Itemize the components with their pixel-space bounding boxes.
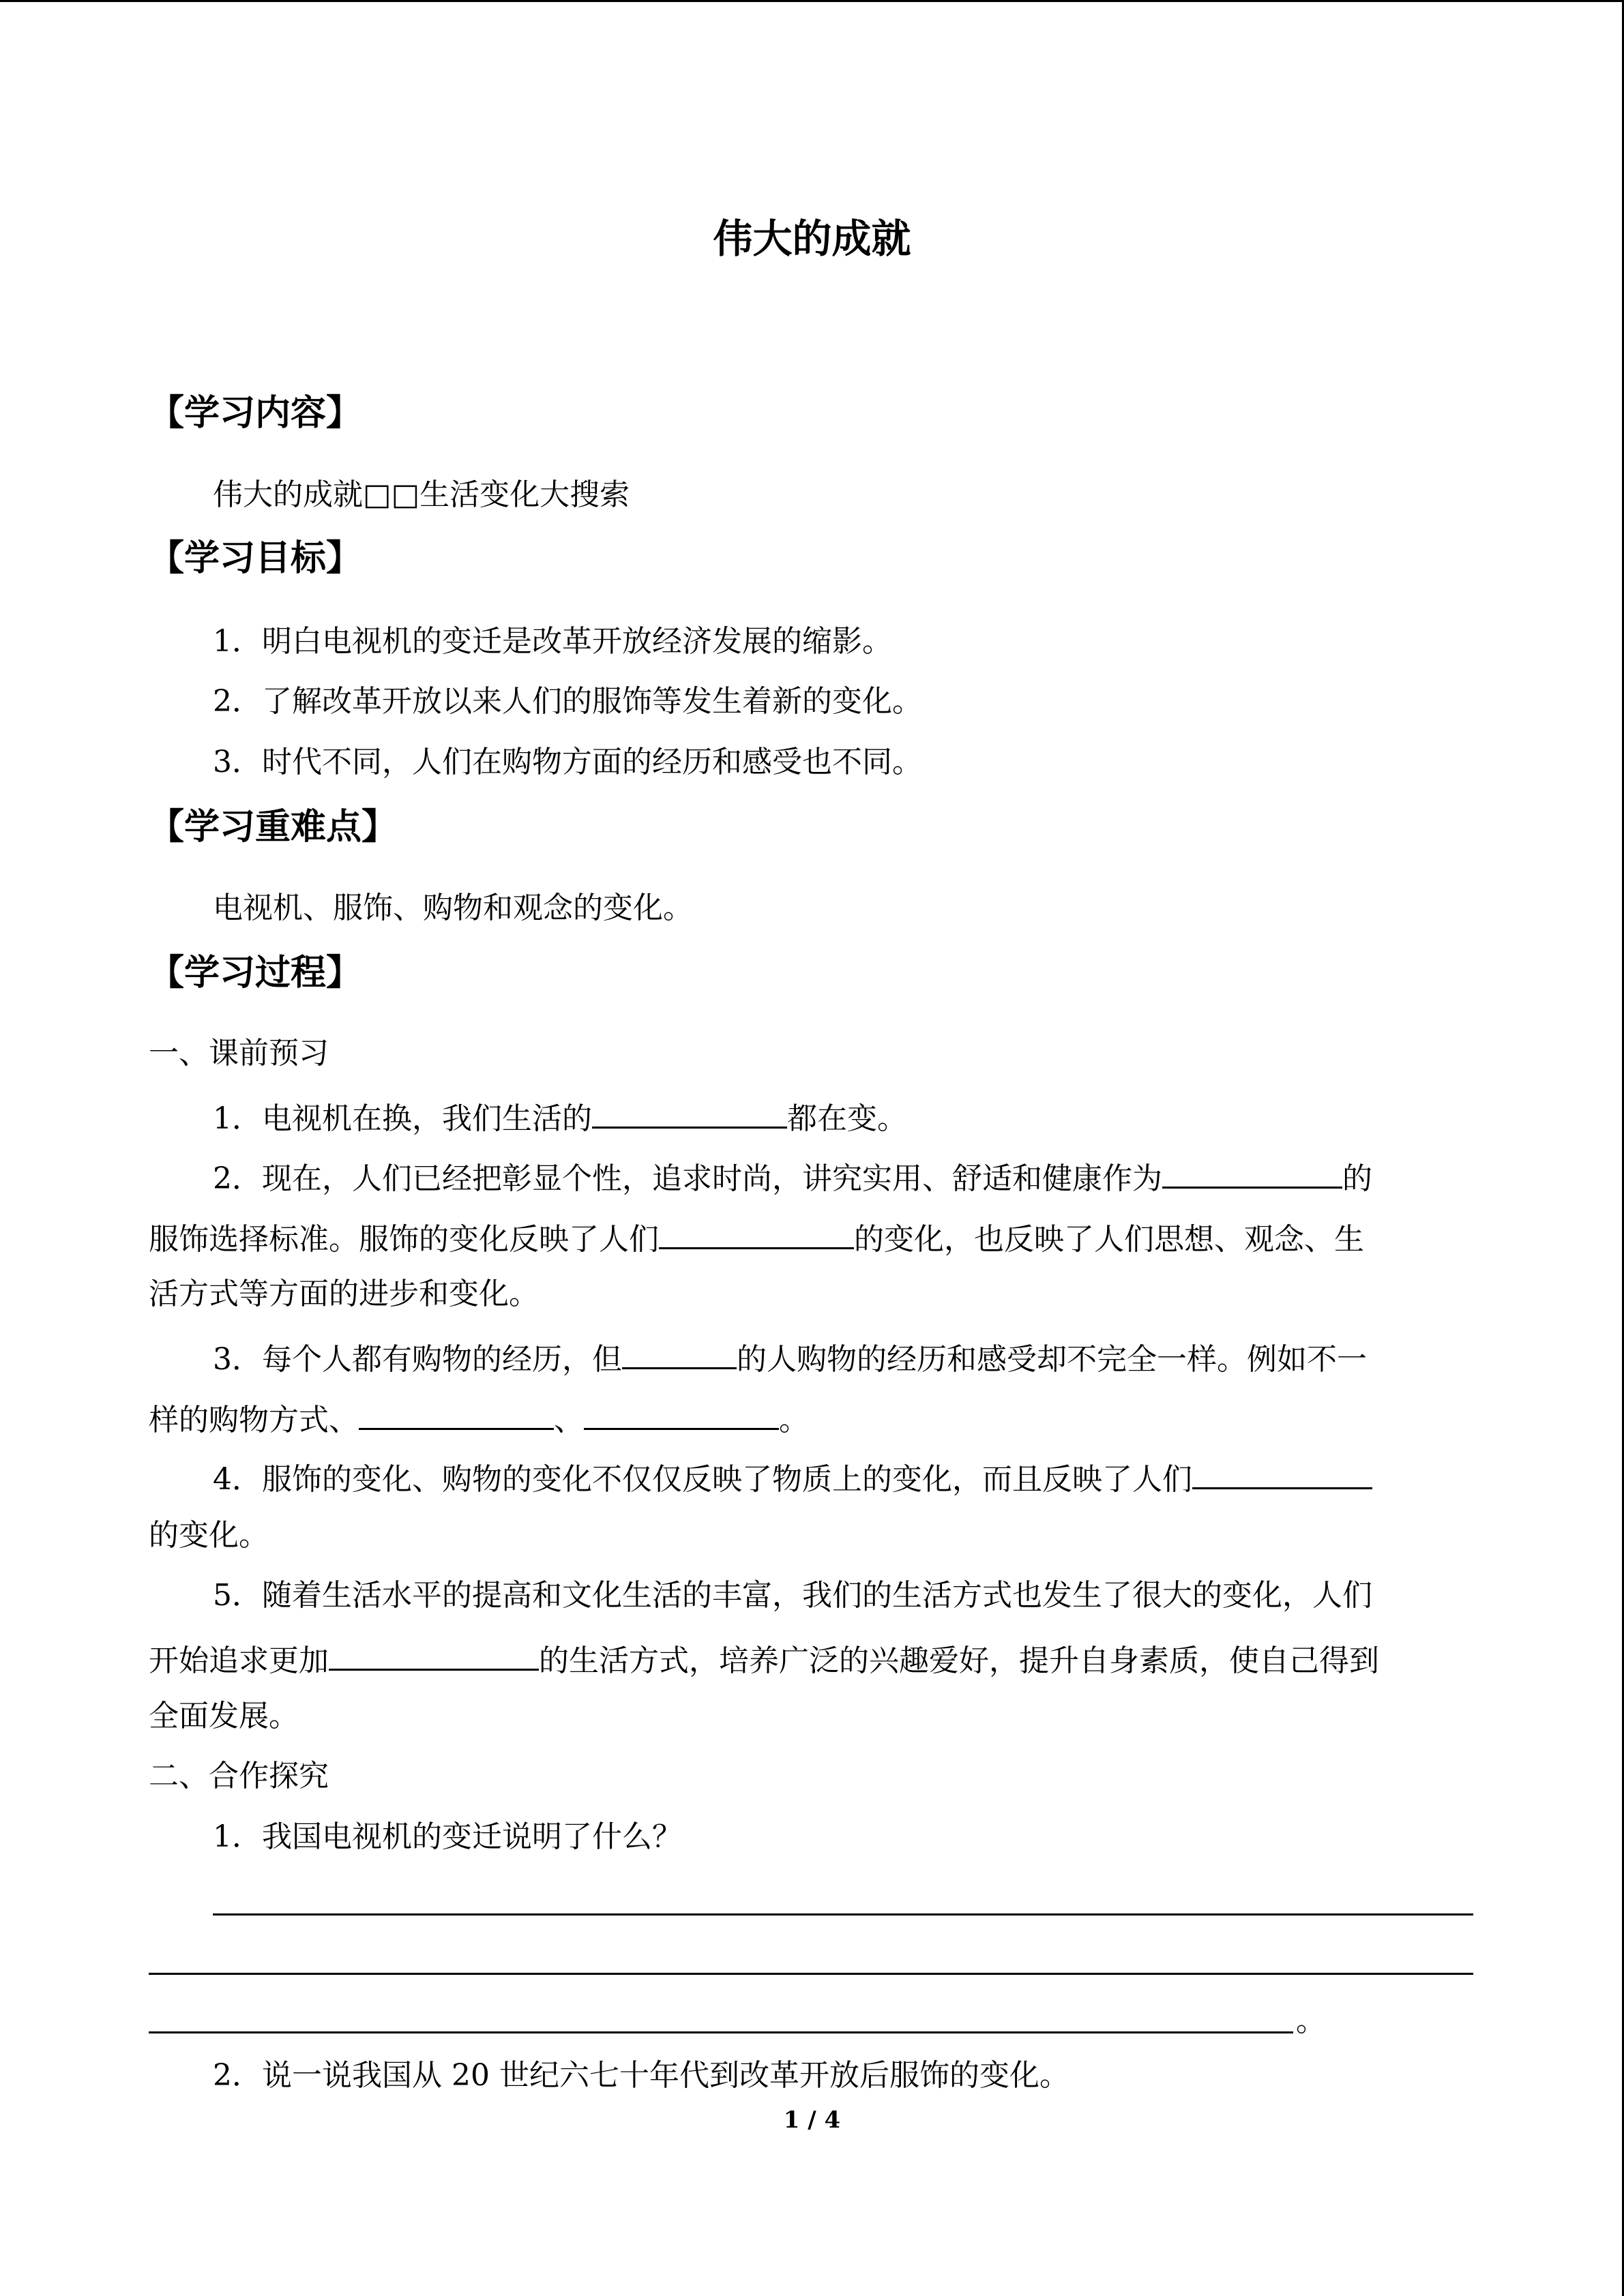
learning-content-text: 伟大的成就□□生活变化大搜索 xyxy=(213,477,630,512)
page-title: 伟大的成就 xyxy=(713,215,911,262)
q4-answer-blank[interactable] xyxy=(1192,1455,1372,1489)
key-points-text: 电视机、服饰、购物和观念的变化。 xyxy=(213,891,693,925)
goal-item-3: 3．时代不同，人们在购物方面的经历和感受也不同。 xyxy=(213,745,922,779)
q5-answer-blank[interactable] xyxy=(329,1636,539,1671)
answer-line-3[interactable] xyxy=(149,2031,1293,2033)
q2-text-d: 的变化，也反映了人们思想、观念、生 xyxy=(854,1222,1364,1257)
q1-text-b: 都在变。 xyxy=(787,1101,907,1136)
preview-question-5-line-2 xyxy=(149,1636,1379,1682)
q3-text-c: 样的购物方式、 xyxy=(149,1403,359,1437)
goal-item-1: 1．明白电视机的变迁是改革开放经济发展的缩影。 xyxy=(213,624,892,659)
preview-question-5-line-3: 全面发展。 xyxy=(149,1699,299,1733)
answer-line-2[interactable] xyxy=(149,1973,1473,1975)
explore-question-1: 1．我国电视机的变迁说明了什么？ xyxy=(213,1819,682,1854)
preview-question-2-line-3: 活方式等方面的进步和变化。 xyxy=(149,1277,539,1311)
q3-answer-blank-2[interactable] xyxy=(359,1395,554,1430)
answer-line-1[interactable] xyxy=(213,1913,1473,1915)
q4-text-a: 4．服饰的变化、购物的变化不仅仅反映了物质上的变化，而且反映了人们 xyxy=(213,1462,1192,1497)
q3-answer-blank-1[interactable] xyxy=(622,1335,737,1369)
q1-text-a: 1．电视机在换，我们生活的 xyxy=(213,1101,592,1136)
q2-text-c: 服饰选择标准。服饰的变化反映了人们 xyxy=(149,1222,659,1257)
q2-text-a: 2．现在，人们已经把彰显个性，追求时尚，讲究实用、舒适和健康作为 xyxy=(213,1161,1162,1196)
q3-text-e: 。 xyxy=(779,1403,809,1437)
heading-learning-goals: 【学习目标】 xyxy=(149,538,362,579)
page-number: 1 / 4 xyxy=(783,2106,841,2134)
preview-question-1 xyxy=(213,1094,907,1139)
preview-heading: 一、课前预习 xyxy=(149,1036,329,1071)
preview-question-3-line-1 xyxy=(213,1335,1367,1380)
explore-heading: 二、合作探究 xyxy=(149,1759,329,1793)
preview-question-4-line-2: 的变化。 xyxy=(149,1518,269,1553)
q5-text-c: 的生活方式，培养广泛的兴趣爱好，提升自身素质，使自己得到 xyxy=(539,1643,1379,1678)
q3-text-b: 的人购物的经历和感受却不完全一样。例如不一 xyxy=(737,1342,1367,1377)
q5-text-b: 开始追求更加 xyxy=(149,1643,329,1678)
q2-answer-blank-2[interactable] xyxy=(659,1214,854,1249)
heading-key-points: 【学习重难点】 xyxy=(149,807,398,848)
q3-answer-blank-3[interactable] xyxy=(584,1395,779,1430)
heading-learning-content: 【学习内容】 xyxy=(149,393,362,434)
heading-learning-process: 【学习过程】 xyxy=(149,953,362,994)
q1-answer-blank[interactable] xyxy=(592,1094,787,1129)
q3-text-d: 、 xyxy=(554,1403,584,1437)
page-top-border xyxy=(0,0,1624,2)
preview-question-2-line-2 xyxy=(149,1214,1364,1260)
answer-line-end-mark: 。 xyxy=(1296,2003,1326,2038)
preview-question-4-line-1 xyxy=(213,1455,1372,1500)
q3-text-a: 3．每个人都有购物的经历，但 xyxy=(213,1342,622,1377)
explore-question-2: 2．说一说我国从 20 世纪六七十年代到改革开放后服饰的变化。 xyxy=(213,2058,1069,2093)
preview-question-5-line-1: 5．随着生活水平的提高和文化生活的丰富，我们的生活方式也发生了很大的变化，人们 xyxy=(213,1578,1372,1613)
goal-item-2: 2．了解改革开放以来人们的服饰等发生着新的变化。 xyxy=(213,684,922,719)
q2-text-b: 的 xyxy=(1342,1161,1372,1196)
q2-answer-blank-1[interactable] xyxy=(1162,1154,1342,1189)
preview-question-3-line-2 xyxy=(149,1395,809,1441)
preview-question-2-line-1 xyxy=(213,1154,1372,1199)
